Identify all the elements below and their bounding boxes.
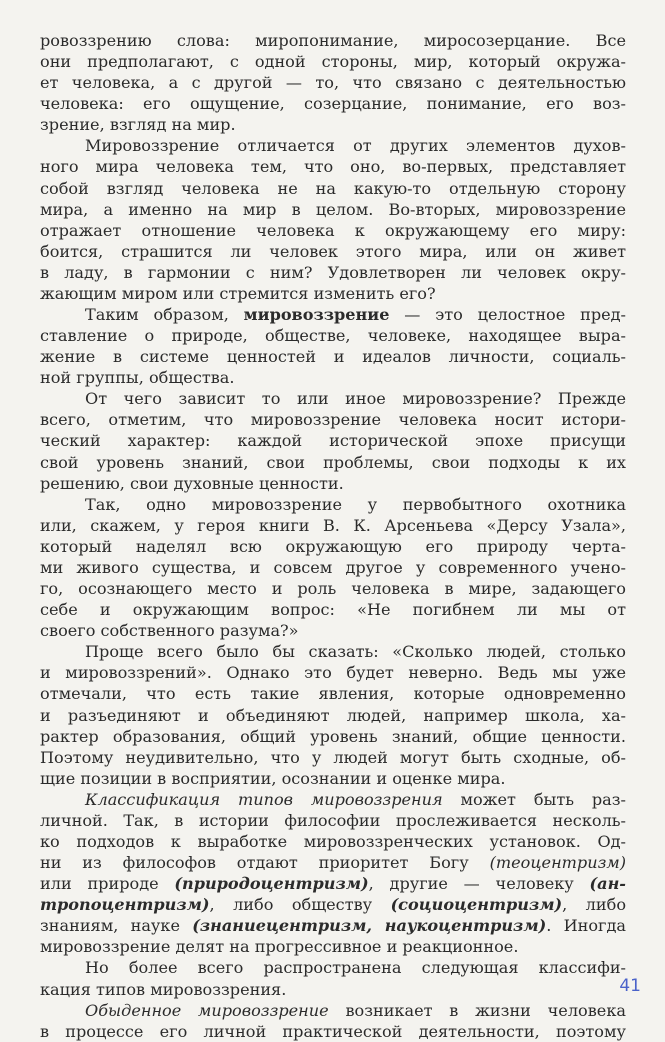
text-line [40,367,626,388]
text-segment: ческий характер: каждой исторической эпохе присущи [40,431,626,451]
emphasis-segment: (теоцентризм) [489,853,626,873]
text-line [40,915,626,936]
text-segment: ровоззрению слова: миропонимание, миросозерцание. Все [40,31,626,50]
text-line [40,683,626,704]
text-segment: боится, страшится ли человек этого мира, или он живет [40,241,626,261]
text-line [40,1000,626,1021]
text-segment: они предполагают, с одной стороны, мир, который окружа- [40,52,626,72]
emphasis-segment: (знаниецентризм, наукоцентризм) [192,916,547,936]
emphasis-segment: (природоцентризм) [174,874,369,894]
text-line [40,114,626,135]
text-segment: знаниям, науке [40,916,193,936]
text-segment: кация типов мировоззрения. [40,979,287,999]
text-segment: собой взгляд человека не на какую-то отдельную сторону [40,178,626,198]
text-line [40,262,626,283]
page-number: 41 [619,976,641,996]
text-segment: рактер образования, общий уровень знаний, общие ценности. [40,726,626,746]
text-segment: От чего зависит то или иное мировоззрение? Прежде [85,389,626,409]
text-line [40,346,626,367]
text-line [40,304,626,325]
text-line [40,135,626,156]
emphasis-segment: Классификация типов мировоззрения [85,789,443,809]
text-line [40,557,626,578]
text-line [40,620,626,641]
text-segment: жение в системе ценностей и идеалов личности, социаль- [40,347,626,367]
text-line [40,494,626,515]
text-segment: ет человека, а с другой — то, что связано с деятельностью [40,73,626,93]
text-segment: и разъединяют и объединяют людей, например школа, ха- [40,705,626,725]
text-segment: в ладу, в гармонии с ним? Удовлетворен ли человек окру- [40,262,626,282]
text-segment: в процессе его личной практической деятельности, поэтому [40,1021,626,1041]
text-segment: себе и окружающим вопрос: «Не погибнем ли мы от [40,600,626,620]
text-line [40,452,626,473]
text-line [40,662,626,683]
text-line [40,93,626,114]
text-page [40,30,626,1042]
text-line [40,979,626,1000]
text-line [40,726,626,747]
text-segment: ко подходов к выработке мировоззренческих установок. Од- [40,831,626,851]
text-segment: отмечали, что есть такие явления, которые одновременно [40,684,626,704]
emphasis-segment: Обыденное мировоззрение [85,1000,329,1020]
text-line [40,72,626,93]
text-line [40,957,626,978]
text-segment: ставление о природе, обществе, человеке, находящее выра- [40,326,626,346]
text-line [40,810,626,831]
text-segment: всего, отметим, что мировоззрение человека носит истори- [40,410,626,430]
text-segment: свой уровень знаний, свои проблемы, свои подходы к их [40,452,626,472]
text-segment: мировоззрение делят на прогрессивное и реакционное. [40,937,519,957]
text-line [40,241,626,262]
text-line [40,409,626,430]
text-line [40,936,626,957]
text-segment: возникает в жизни человека [328,1000,626,1020]
text-segment: Проще всего было бы сказать: «Сколько людей, столько [85,642,626,662]
text-segment: или природе [40,874,175,894]
emphasis-segment: (социоцентризм) [390,895,563,915]
text-line [40,30,626,51]
text-line [40,768,626,789]
text-line [40,831,626,852]
emphasis-segment: мировоззрение [243,305,390,325]
text-segment: Но более всего распространена следующая классифи- [85,958,626,978]
text-segment: зрение, взгляд на мир. [40,115,236,135]
text-segment: решению, свои духовные ценности. [40,473,344,493]
text-segment: ного мира человека тем, что оно, во-первых, представляет [40,157,626,177]
text-segment: — это целостное пред- [389,305,626,325]
text-line [40,789,626,810]
text-line [40,515,626,536]
text-line [40,199,626,220]
text-line [40,220,626,241]
text-segment: может быть раз- [442,789,626,809]
emphasis-segment: (ан- [589,874,626,894]
text-segment: личной. Так, в истории философии прослеживается несколь- [40,810,626,830]
text-segment: щие позиции в восприятии, осознании и оценке мира. [40,768,506,788]
text-line [40,747,626,768]
emphasis-segment: тропоцентризм) [40,895,210,915]
text-segment: ной группы, общества. [40,368,235,388]
text-line [40,156,626,177]
text-segment: Поэтому неудивительно, что у людей могут быть сходные, об- [40,747,626,767]
text-segment: , другие — человеку [368,874,590,894]
text-segment: который наделял всю окружающую его природу черта- [40,536,626,556]
text-line [40,873,626,894]
text-line [40,578,626,599]
text-line [40,599,626,620]
text-line [40,283,626,304]
text-segment: . Иногда [546,916,626,936]
text-segment: Таким образом, [85,305,244,325]
text-line [40,430,626,451]
text-line [40,51,626,72]
text-line [40,325,626,346]
text-segment: человека: его ощущение, созерцание, понимание, его воз- [40,94,626,114]
text-segment: мира, а именно на мир в целом. Во-вторых, мировоззрение [40,199,626,219]
text-segment: Мировоззрение отличается от других элементов духов- [85,136,626,156]
text-segment: , либо [562,895,627,915]
text-segment: или, скажем, у героя книги В. К. Арсеньева «Дерсу Узала», [40,515,626,535]
text-line [40,852,626,873]
text-segment: го, осознающего место и роль человека в мире, задающего [40,579,626,599]
text-line [40,641,626,662]
text-line [40,473,626,494]
text-segment: ни из философов отдают приоритет Богу [40,853,490,873]
text-line [40,178,626,199]
text-segment: , либо обществу [209,895,391,915]
text-segment: своего собственного разума?» [40,621,299,641]
text-line [40,536,626,557]
text-segment: и мировоззрений». Однако это будет неверно. Ведь мы уже [40,663,626,683]
text-line [40,894,626,915]
text-segment: Так, одно мировоззрение у первобытного охотника [85,494,626,514]
text-line [40,705,626,726]
text-segment: ми живого существа, и совсем другое у современного учено- [40,557,626,577]
text-line [40,388,626,409]
text-segment: жающим миром или стремится изменить его? [40,283,436,303]
text-segment: отражает отношение человека к окружающему его миру: [40,220,626,240]
